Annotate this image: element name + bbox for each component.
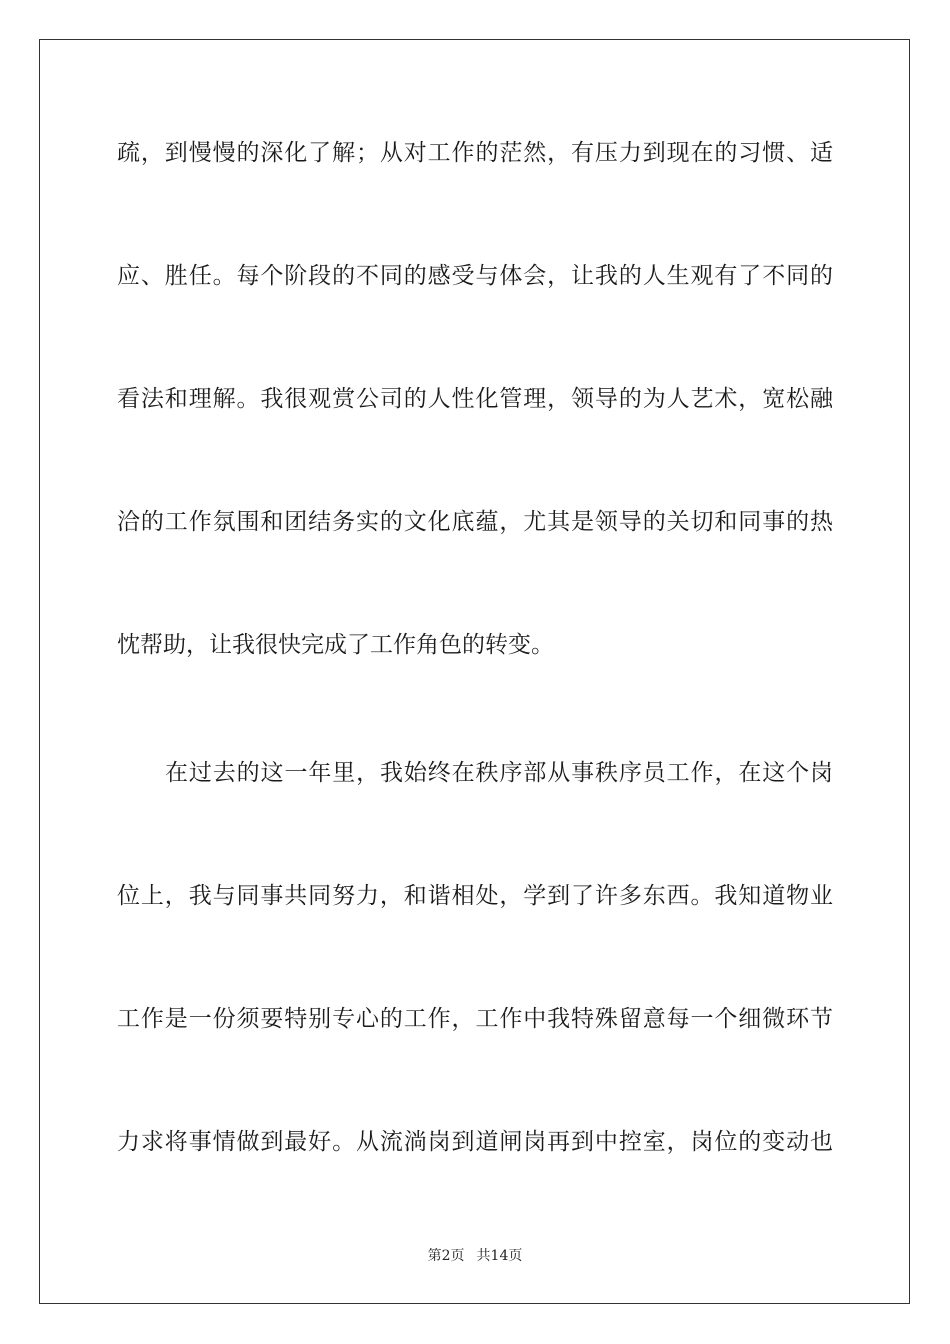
text-line: 疏，到慢慢的深化了解；从对工作的茫然，有压力到现在的习惯、适 [117,140,833,166]
page-number: 第2页 [427,1248,465,1264]
text-line: 位上，我与同事共同努力，和谐相处，学到了许多东西。我知道物业 [117,883,833,909]
text-line: 工作是一份须要特别专心的工作，工作中我特殊留意每一个细微环节 [117,1006,833,1032]
page-footer [0,1245,950,1265]
text-line: 在过去的这一年里，我始终在秩序部从事秩序员工作，在这个岗 [165,760,833,786]
text-line: 看法和理解。我很观赏公司的人性化管理，领导的为人艺术，宽松融 [117,386,833,412]
page-border [39,39,910,1304]
text-line: 力求将事情做到最好。从流淌岗到道闸岗再到中控室，岗位的变动也 [117,1129,833,1155]
text-line: 应、胜任。每个阶段的不同的感受与体会，让我的人生观有了不同的 [117,263,833,289]
page-total: 共14页 [476,1248,523,1264]
text-line: 忱帮助，让我很快完成了工作角色的转变。 [117,632,554,658]
text-line: 洽的工作氛围和团结务实的文化底蕴，尤其是领导的关切和同事的热 [117,509,833,535]
